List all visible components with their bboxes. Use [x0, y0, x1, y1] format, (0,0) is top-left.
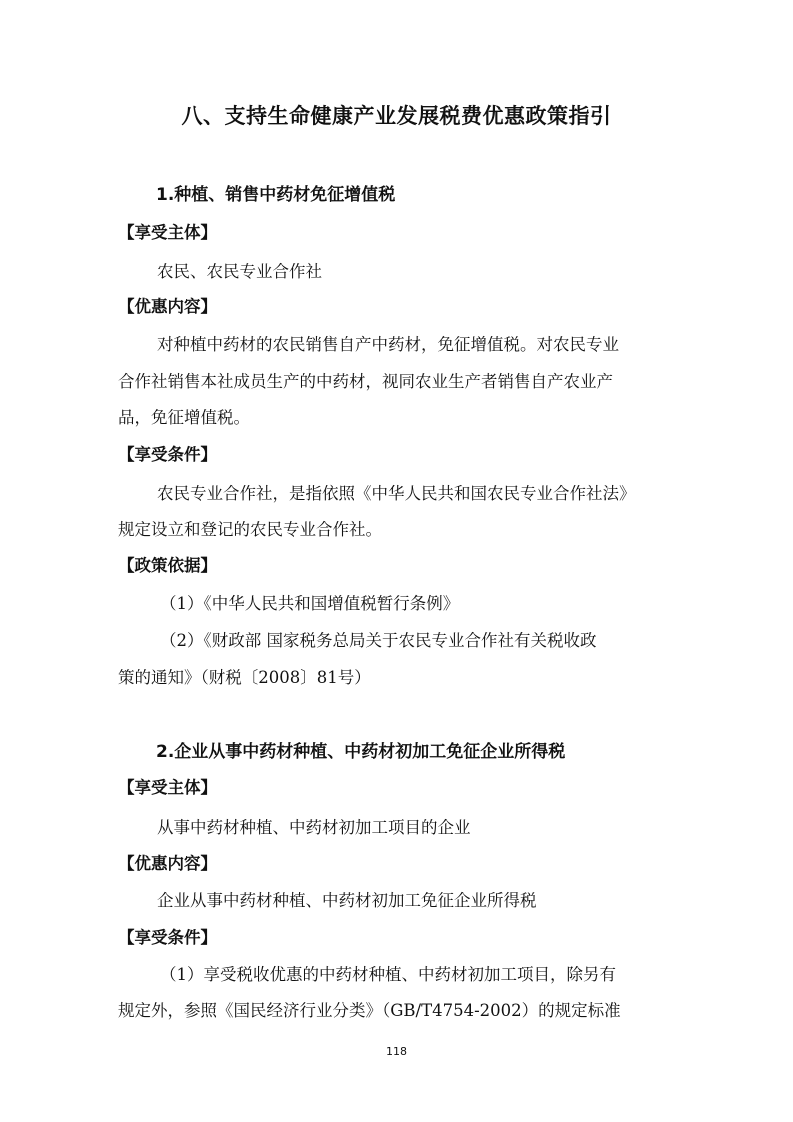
section-1-basis-line-2: （2）《财政部 国家税务总局关于农民专业合作社有关税收政 [160, 631, 597, 650]
page-number: 118 [386, 1045, 407, 1058]
section-1-condition-label: 【享受条件】 [118, 445, 217, 464]
section-1-condition-line-2: 规定设立和登记的农民专业合作社。 [118, 520, 382, 539]
section-2-content-label: 【优惠内容】 [118, 854, 217, 873]
section-1-heading: 1.种植、销售中药材免征增值税 [156, 185, 396, 205]
page-title: 八、支持生命健康产业发展税费优惠政策指引 [181, 104, 612, 128]
section-2-subject-label: 【享受主体】 [118, 778, 217, 797]
section-1-content-line-2: 合作社销售本社成员生产的中药材，视同农业生产者销售自产农业产 [118, 372, 613, 391]
section-1-condition-line-1: 农民专业合作社，是指依照《中华人民共和国农民专业合作社法》 [157, 484, 636, 503]
section-2-content: 企业从事中药材种植、中药材初加工免征企业所得税 [157, 891, 537, 910]
section-1-basis-line-1: （1）《中华人民共和国增值税暂行条例》 [160, 594, 460, 613]
section-2-heading: 2.企业从事中药材种植、中药材初加工免征企业所得税 [156, 742, 566, 762]
section-2-condition-label: 【享受条件】 [118, 928, 217, 947]
section-1-content-line-1: 对种植中药材的农民销售自产中药材，免征增值税。对农民专业 [157, 335, 619, 354]
section-1-subject: 农民、农民专业合作社 [157, 262, 322, 281]
section-2-subject: 从事中药材种植、中药材初加工项目的企业 [157, 818, 471, 837]
section-2-condition-line-1: （1）享受税收优惠的中药材种植、中药材初加工项目，除另有 [160, 965, 616, 984]
section-1-content-line-3: 品，免征增值税。 [118, 408, 250, 427]
section-1-content-label: 【优惠内容】 [118, 297, 217, 316]
section-1-basis-line-3: 策的通知》（财税〔2008〕81号） [118, 668, 371, 687]
section-1-subject-label: 【享受主体】 [118, 223, 217, 242]
section-2-condition-line-2: 规定外，参照《国民经济行业分类》（GB/T4754-2002）的规定标准 [118, 1001, 621, 1020]
section-1-basis-label: 【政策依据】 [118, 556, 217, 575]
